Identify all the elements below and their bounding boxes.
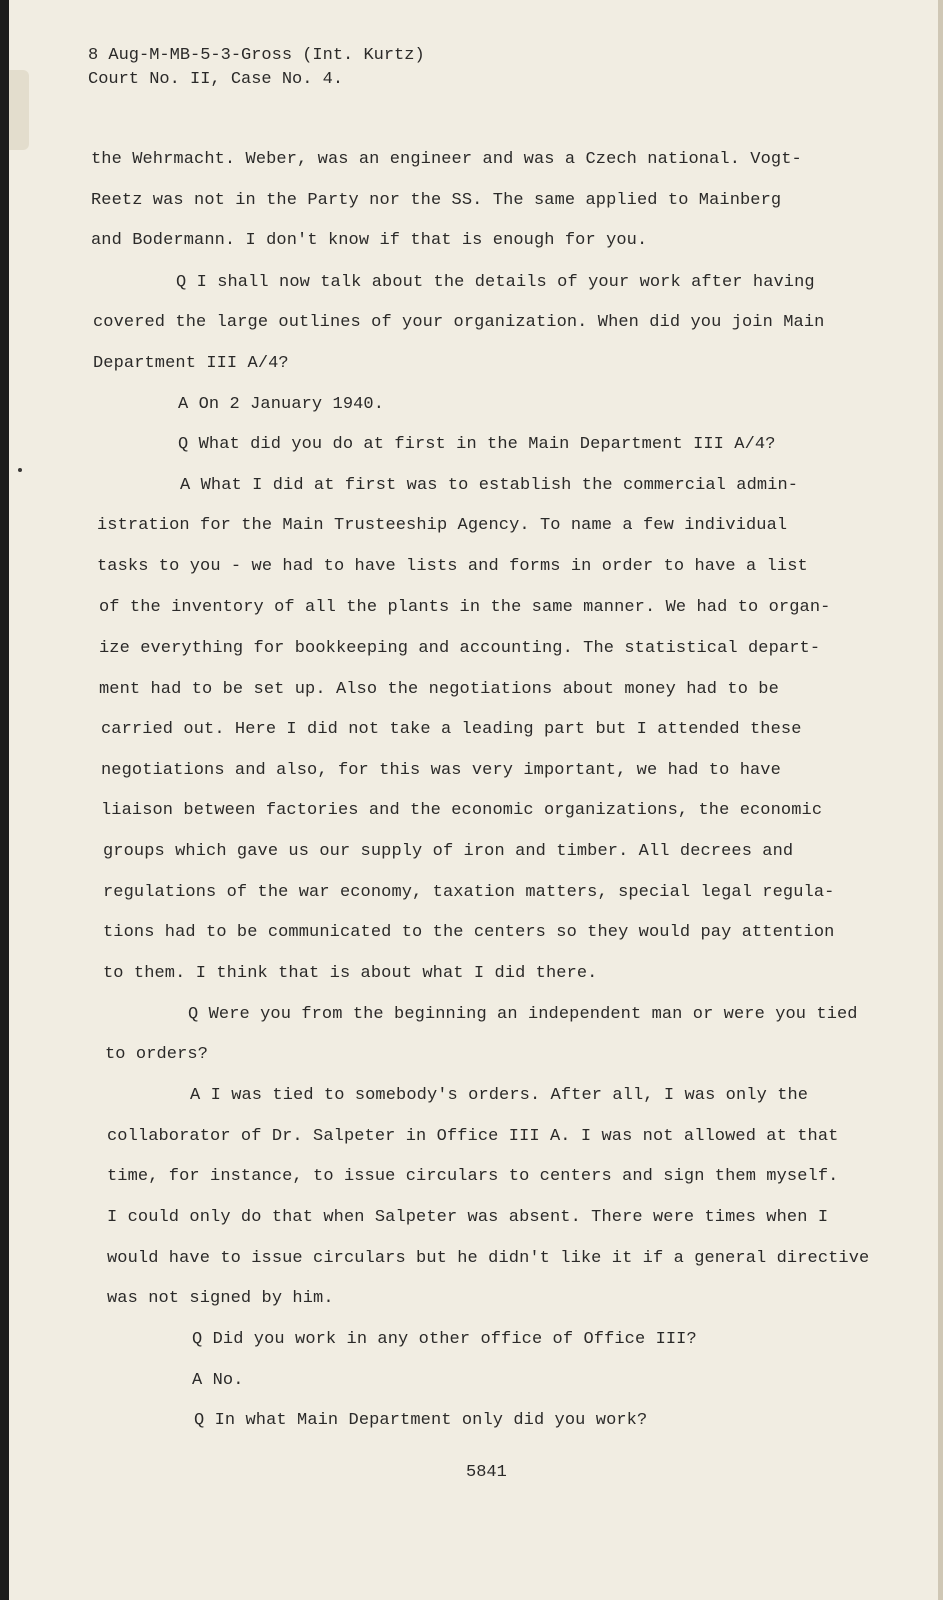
header-court-case: Court No. II, Case No. 4. xyxy=(88,70,344,89)
transcript-line: Q What did you do at first in the Main Department III A/4? xyxy=(178,435,776,454)
transcript-line: ize everything for bookkeeping and accounting. The statistical depart- xyxy=(99,639,821,658)
transcript-line: regulations of the war economy, taxation matters, special legal regula- xyxy=(103,883,835,902)
transcript-line: was not signed by him. xyxy=(107,1289,334,1308)
transcript-line: would have to issue circulars but he didn't like it if a general directive xyxy=(107,1249,870,1268)
transcript-line: A I was tied to somebody's orders. After all, I was only the xyxy=(190,1086,809,1105)
transcript-line: and Bodermann. I don't know if that is enough for you. xyxy=(91,231,648,250)
transcript-line: collaborator of Dr. Salpeter in Office III A. I was not allowed at that xyxy=(107,1127,839,1146)
transcript-line: to orders? xyxy=(105,1045,209,1064)
transcript-line: the Wehrmacht. Weber, was an engineer and was a Czech national. Vogt- xyxy=(91,150,802,169)
page-number: 5841 xyxy=(466,1463,507,1482)
transcript-line: tions had to be communicated to the centers so they would pay attention xyxy=(103,923,835,942)
transcript-line: covered the large outlines of your organization. When did you join Main xyxy=(93,313,825,332)
transcript-line: ment had to be set up. Also the negotiations about money had to be xyxy=(99,680,779,699)
transcript-line: A What I did at first was to establish the commercial admin- xyxy=(180,476,799,495)
header-file-reference: 8 Aug-M-MB-5-3-Gross (Int. Kurtz) xyxy=(88,46,425,65)
transcript-line: Q In what Main Department only did you work? xyxy=(194,1411,648,1430)
transcript-line: Q I shall now talk about the details of your work after having xyxy=(176,273,815,292)
transcript-line: of the inventory of all the plants in the same manner. We had to organ- xyxy=(99,598,831,617)
paper-wear-mark xyxy=(9,70,29,150)
transcript-line: carried out. Here I did not take a leading part but I attended these xyxy=(101,720,802,739)
transcript-line: tasks to you - we had to have lists and forms in order to have a list xyxy=(97,557,808,576)
page-left-edge xyxy=(0,0,9,1600)
transcript-line: groups which gave us our supply of iron and timber. All decrees and xyxy=(103,842,794,861)
transcript-line: A On 2 January 1940. xyxy=(178,395,385,414)
transcript-line: istration for the Main Trusteeship Agency. To name a few individual xyxy=(97,516,788,535)
transcript-line: negotiations and also, for this was very important, we had to have xyxy=(101,761,781,780)
transcript-line: liaison between factories and the economic organizations, the economic xyxy=(101,801,823,820)
transcript-line: Department III A/4? xyxy=(93,354,289,373)
transcript-line: Q Did you work in any other office of Office III? xyxy=(192,1330,697,1349)
transcript-line: Q Were you from the beginning an independent man or were you tied xyxy=(188,1005,858,1024)
document-header xyxy=(88,44,425,92)
page-right-edge xyxy=(938,0,943,1600)
transcript-line: to them. I think that is about what I did there. xyxy=(103,964,598,983)
ink-speck xyxy=(18,468,22,472)
transcript-line: A No. xyxy=(192,1371,244,1390)
transcript-line: I could only do that when Salpeter was absent. There were times when I xyxy=(107,1208,829,1227)
transcript-line: time, for instance, to issue circulars to centers and sign them myself. xyxy=(107,1167,839,1186)
transcript-line: Reetz was not in the Party nor the SS. The same applied to Mainberg xyxy=(91,191,782,210)
